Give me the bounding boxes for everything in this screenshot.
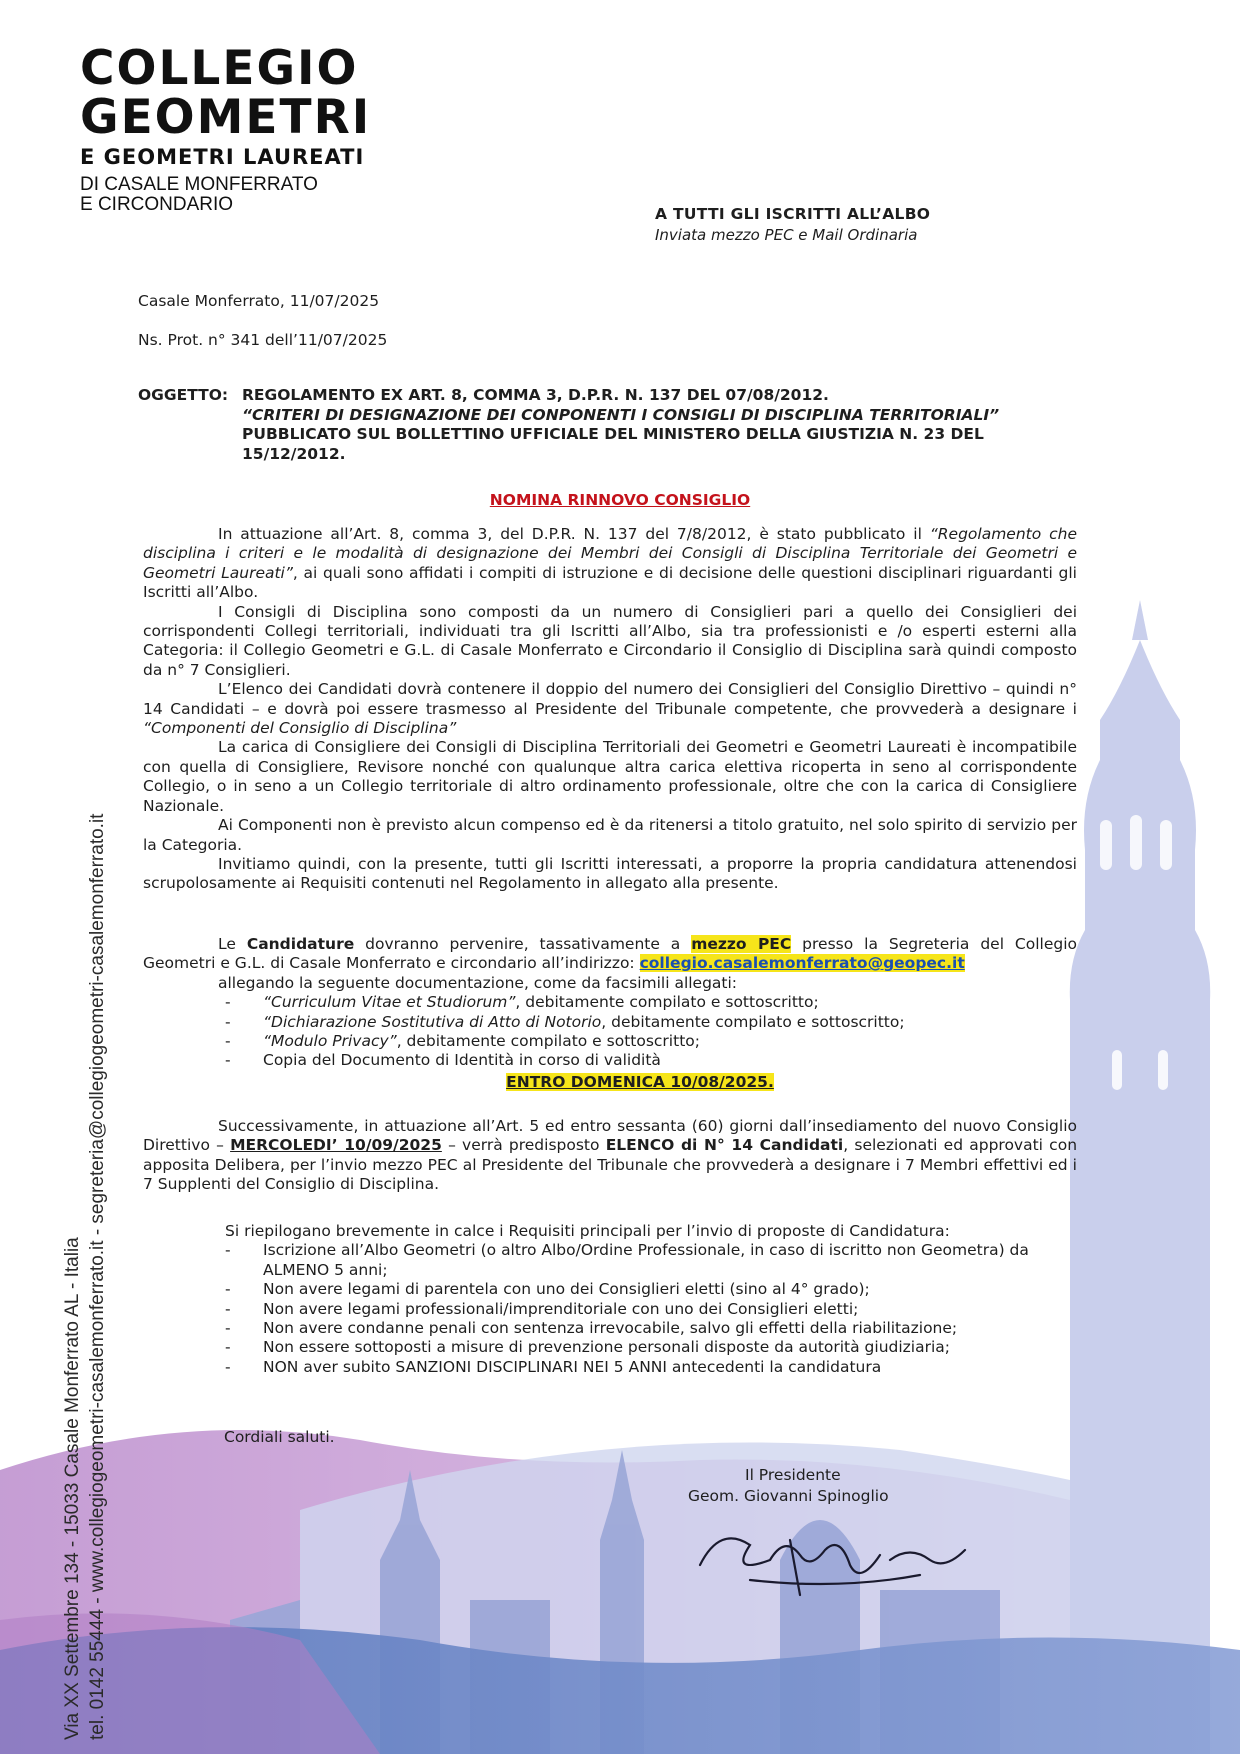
cand-bold: Candidature [246, 935, 355, 953]
footer-address: Via XX Settembre 134 - 15033 Casale Monferrato AL - Italia [62, 1237, 83, 1740]
paragraph-4: La carica di Consigliere dei Consigli di Disciplina Territoriali dei Geometri e Geometri Laureati è incompatibile con quella di Consigliere, Revisore nonché con qualunque altra carica elettiva ricoperta in seno al corrispondente Collegio, o in seno a un Collegio territoriale di altro ordinamento professionale, oltre che con la carica di Consigliere Nazionale. [143, 738, 1077, 815]
successive-section [143, 1117, 1077, 1195]
attachment-text: , debitamente compilato e sottoscritto; [601, 1012, 905, 1031]
attachment-item [225, 1013, 1077, 1032]
attachment-item [225, 1051, 1077, 1070]
logo-line-geometri: GEOMETRI [80, 90, 372, 145]
requirements-list [225, 1241, 1077, 1377]
succ-text-c: , selezionati ed approvati con apposita Delibera, per l’invio mezzo PEC al Presidente del Tribunale che provvederà a designare i 7 Membri effettivi ed i 7 Supplenti del Consiglio di Disciplina. [143, 1136, 1078, 1194]
bell-tower-shape [1070, 600, 1210, 1754]
recipients-subtitle: Inviata mezzo PEC e Mail Ordinaria [655, 226, 918, 244]
deadline-block [143, 1073, 1077, 1092]
requirements-intro: Si riepilogano brevemente in calce i Requisiti principali per l’invio di proposte di Candidatura: [225, 1222, 950, 1240]
recipients-block [655, 205, 930, 244]
p1-text-b: , ai quali sono affidati i compiti di istruzione e di decisione delle questioni disciplinari riguardanti gli Iscritti all’Albo. [143, 563, 1077, 602]
succ-text-b: – verrà predisposto [441, 1136, 606, 1155]
logo-line-collegio: COLLEGIO [80, 41, 359, 96]
attachment-item [225, 993, 1077, 1012]
pec-email-link[interactable]: collegio.casalemonferrato@geopec.it [639, 954, 965, 973]
paragraph-1 [143, 525, 1077, 603]
attachment-text: Copia del Documento di Identità in corso di validità [263, 1051, 661, 1070]
p1-italic: “Regolamento che disciplina i criteri e le modalità di designazione dei Membri dei Consigli di Disciplina Territoriale dei Geometri e Geometri Laureati” [143, 525, 1077, 582]
attachment-title: “Curriculum Vitae et Studiorum” [263, 993, 516, 1012]
attachment-item [225, 1032, 1077, 1051]
cand-text-c: presso la Segreteria del Collegio Geometri e G.L. di Casale Monferrato e circondario all’indirizzo: [143, 935, 1077, 973]
paragraph-3 [143, 680, 1077, 738]
paragraph-2: I Consigli di Disciplina sono composti da un numero di Consiglieri pari a quello dei Consiglieri dei corrispondenti Collegi territoriali, individuati tra gli Iscritti all’Albo, sia tra professionisti e /o esperti esterni alla Categoria: il Collegio Geometri e G.L. di Casale Monferrato e Circondario il Consiglio di Disciplina sarà quindi composto da n° 7 Consiglieri. [143, 602, 1077, 679]
requirement-item: - Non avere condanne penali con sentenza irrevocabile, salvo gli effetti della riabilitazione; [225, 1319, 1077, 1338]
requirement-item: - Non avere legami professionali/imprenditoriale con uno dei Consiglieri eletti; [225, 1300, 1077, 1319]
subject-line1: REGOLAMENTO EX ART. 8, COMMA 3, D.P.R. N. 137 DEL 07/08/2012. [242, 386, 829, 404]
attachment-title: “Dichiarazione Sostitutiva di Atto di Notorio [263, 1012, 602, 1031]
requirement-item: - NON aver subito SANZIONI DISCIPLINARI NEI 5 ANNI antecedenti la candidatura [225, 1358, 1077, 1377]
letterhead-logo [80, 41, 372, 215]
subject-label: OGGETTO: [138, 386, 229, 404]
logo-line-laureati: E GEOMETRI LAUREATI [80, 145, 365, 169]
requirement-item: - Non avere legami di parentela con uno dei Consiglieri eletti (sino al 4° grado); [225, 1280, 1077, 1299]
attachment-text: , debitamente compilato e sottoscritto; [396, 1032, 700, 1051]
pec-highlight: mezzo PEC [691, 935, 792, 953]
paragraph-6: Invitiamo quindi, con la presente, tutti gli Iscritti interessati, a proporre la propria candidatura attenendosi scrupolosamente ai Requisiti contenuti nel Regolamento in allegato alla presente. [143, 854, 1077, 893]
handwritten-signature [690, 1505, 990, 1605]
cand-text-b: dovranno pervenire, tassativamente a [354, 935, 692, 953]
subject-rest: PUBBLICATO SUL BOLLETTINO UFFICIALE DEL MINISTERO DELLA GIUSTIZIA N. 23 DEL 15/12/2012. [242, 425, 984, 463]
attachment-title: “Modulo Privacy” [263, 1032, 397, 1051]
attachments-intro: allegando la seguente documentazione, come da facsimili allegati: [218, 973, 738, 992]
p3-italic: “Componenti del Consiglio di Disciplina” [143, 719, 457, 738]
footer-contacts: tel. 0142 55444 - www.collegiogeometri-casalemonferrato.it - segreteria@collegiogeometri-casalemonferrato.it [87, 813, 108, 1740]
requirements-section [143, 1222, 1077, 1377]
closing-greeting: Cordiali saluti. [224, 1428, 335, 1446]
logo-line-circondario: E CIRCONDARIO [80, 194, 234, 215]
attachment-text: , debitamente compilato e sottoscritto; [515, 993, 819, 1012]
paragraph-5: Ai Componenti non è previsto alcun compenso ed è da ritenersi a titolo gratuito, nel solo spirito di servizio per la Categoria. [143, 816, 1077, 854]
recipients-title: A TUTTI GLI ISCRITTI ALL’ALBO [655, 205, 931, 223]
signatory-name: Geom. Giovanni Spinoglio [688, 1487, 889, 1505]
succ-text-a: Successivamente, in attuazione all’Art. 5 ed entro sessanta (60) giorni dall’insediamento del nuovo Consiglio Direttivo – [143, 1117, 1077, 1155]
subject-block [138, 386, 1018, 464]
letter-date: Casale Monferrato, 11/07/2025 [138, 292, 380, 310]
succ-bold: ELENCO di N° 14 Candidati [605, 1136, 844, 1155]
p3-text-a: L’Elenco dei Candidati dovrà contenere il doppio del numero dei Consiglieri del Consiglio Direttivo – quindi n° 14 Candidati – e dovrà poi essere trasmesso al Presidente del Tribunale competente, che provvederà a designare i [143, 680, 1077, 718]
logo-line-city: DI CASALE MONFERRATO [80, 174, 318, 195]
succ-date: MERCOLEDI’ 10/09/2025 [230, 1136, 442, 1155]
letter-body [143, 525, 1077, 894]
subject-italic: “CRITERI DI DESIGNAZIONE DEI CONPONENTI I CONSIGLI DI DISCIPLINA TERRITORIALI” [242, 405, 1000, 424]
attachments-list [225, 993, 1077, 1071]
p1-text-a: In attuazione all’Art. 8, comma 3, del D.P.R. N. 137 del 7/8/2012, è stato pubblicato il [218, 525, 930, 543]
vertical-footer [60, 814, 110, 1740]
candidature-paragraph [143, 935, 1077, 974]
successive-paragraph [143, 1117, 1077, 1195]
protocol-number: Ns. Prot. n° 341 dell’11/07/2025 [138, 331, 388, 349]
candidature-section [143, 935, 1077, 1092]
section-heading: NOMINA RINNOVO CONSIGLIO [489, 491, 751, 509]
signatory-role: Il Presidente [745, 1466, 841, 1484]
deadline-text: ENTRO DOMENICA 10/08/2025. [506, 1072, 774, 1091]
requirement-item: - Non essere sottoposti a misure di prevenzione personali disposte da autorità giudiziaria; [225, 1338, 1077, 1357]
requirement-item: - Iscrizione all’Albo Geometri (o altro Albo/Ordine Professionale, in caso di iscritto non Geometra) da ALMENO 5 anni; [225, 1241, 1077, 1280]
cand-text-a: Le [218, 935, 247, 953]
